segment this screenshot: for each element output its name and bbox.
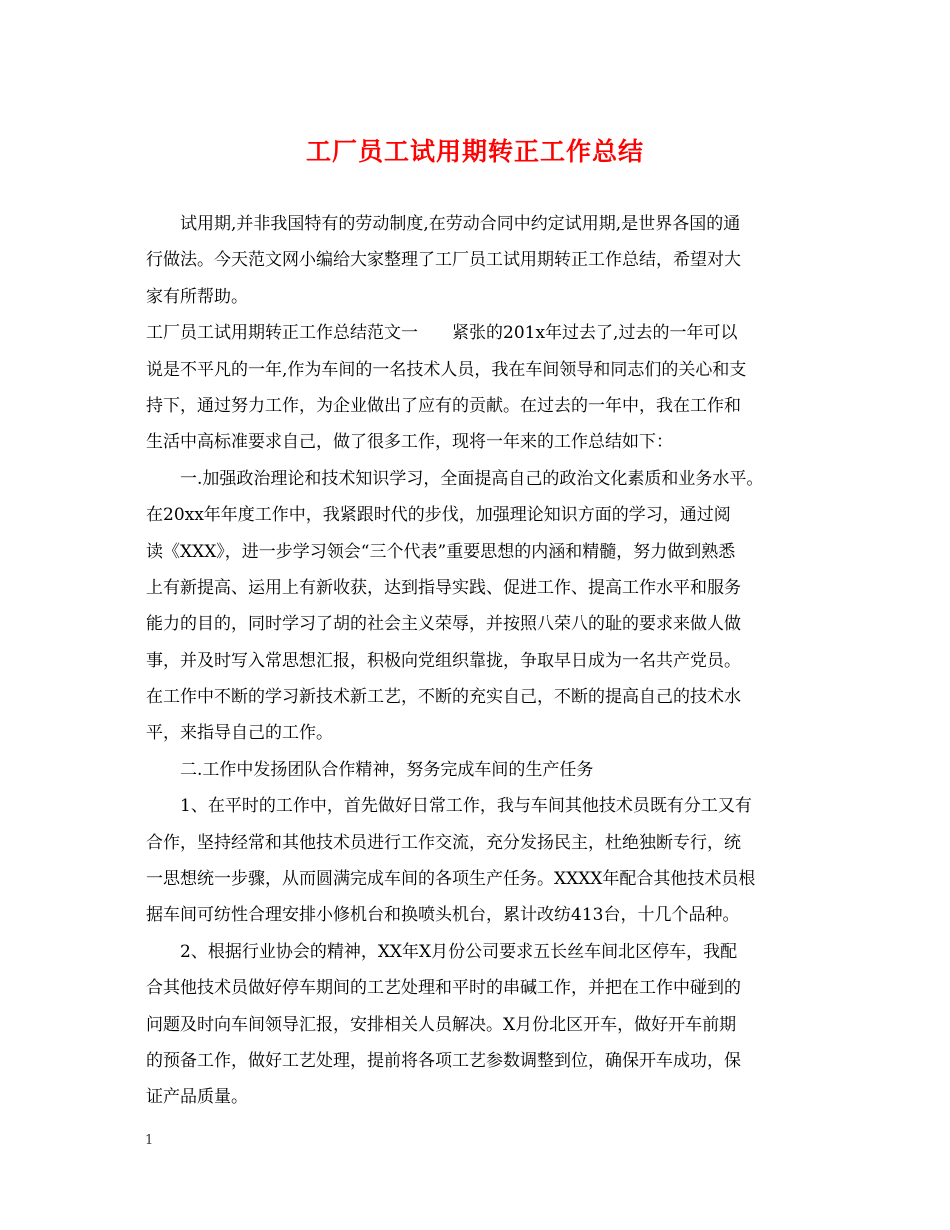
body-line: 1、在平时的工作中，首先做好日常工作，我与车间其他技术员既有分工又有 bbox=[146, 796, 752, 817]
body-line: 证产品质量。 bbox=[146, 1087, 248, 1108]
body-line: 合作，坚持经常和其他技术员进行工作交流，充分发扬民主，杜绝独断专行，统 bbox=[146, 832, 741, 853]
body-line: 行做法。今天范文网小编给大家整理了工厂员工试用期转正工作总结，希望对大 bbox=[146, 250, 741, 271]
body-line: 工厂员工试用期转正工作总结范文一 紧张的201x年过去了,过去的一年可以 bbox=[146, 323, 738, 344]
body-line: 持下，通过努力工作，为企业做出了应有的贡献。在过去的一年中，我在工作和 bbox=[146, 395, 741, 416]
body-line: 合其他技术员做好停车期间的工艺处理和平时的串碱工作，并把在工作中碰到的 bbox=[146, 978, 741, 999]
body-line: 问题及时向车间领导汇报，安排相关人员解决。X月份北区开车，做好开车前期 bbox=[146, 1014, 737, 1035]
body-line: 能力的目的，同时学习了胡的社会主义荣辱，并按照八荣八的耻的要求来做人做 bbox=[146, 614, 741, 635]
body-line: 生活中高标准要求自己，做了很多工作，现将一年来的工作总结如下： bbox=[146, 432, 673, 453]
body-line: 2、根据行业协会的精神，XX年X月份公司要求五长丝车间北区停车，我配 bbox=[146, 941, 738, 962]
body-line: 一思想统一步骤，从而圆满完成车间的各项生产任务。XXXX年配合其他技术员根 bbox=[146, 869, 756, 890]
body-line: 家有所帮助。 bbox=[146, 286, 248, 307]
body-line: 二.工作中发扬团队合作精神，努务完成车间的生产任务 bbox=[146, 759, 594, 780]
body-line: 试用期,并非我国特有的劳动制度,在劳动合同中约定试用期,是世界各国的通 bbox=[146, 214, 741, 234]
document-title: 工厂员工试用期转正工作总结 bbox=[305, 137, 644, 166]
body-line: 读《XXX》，进一步学习领会“三个代表”重要思想的内涵和精髓，努力做到熟悉 bbox=[146, 541, 736, 562]
document-body bbox=[146, 206, 818, 1116]
body-line: 据车间可纺性合理安排小修机台和换喷头机台，累计改纺413台，十几个品种。 bbox=[146, 905, 740, 926]
body-line: 在20xx年年度工作中，我紧跟时代的步伐，加强理论知识方面的学习，通过阅 bbox=[146, 505, 731, 526]
body-line: 平，来指导自己的工作。 bbox=[146, 723, 333, 744]
body-line: 的预备工作，做好工艺处理，提前将各项工艺参数调整到位，确保开车成功，保 bbox=[146, 1050, 741, 1071]
body-line: 上有新提高、运用上有新收获，达到指导实践、促进工作、提高工作水平和服务 bbox=[146, 577, 741, 598]
body-line: 说是不平凡的一年,作为车间的一名技术人员，我在车间领导和同志们的关心和支 bbox=[146, 359, 747, 380]
body-line: 事，并及时写入常思想汇报，积极向党组织靠拢，争取早日成为一名共产党员。 bbox=[146, 650, 741, 671]
page-number: 1 bbox=[145, 1133, 154, 1148]
body-line: 在工作中不断的学习新技术新工艺，不断的充实自己，不断的提高自己的技术水 bbox=[146, 687, 741, 708]
body-line: 一.加强政治理论和技术知识学习，全面提高自己的政治文化素质和业务水平。 bbox=[146, 468, 764, 489]
